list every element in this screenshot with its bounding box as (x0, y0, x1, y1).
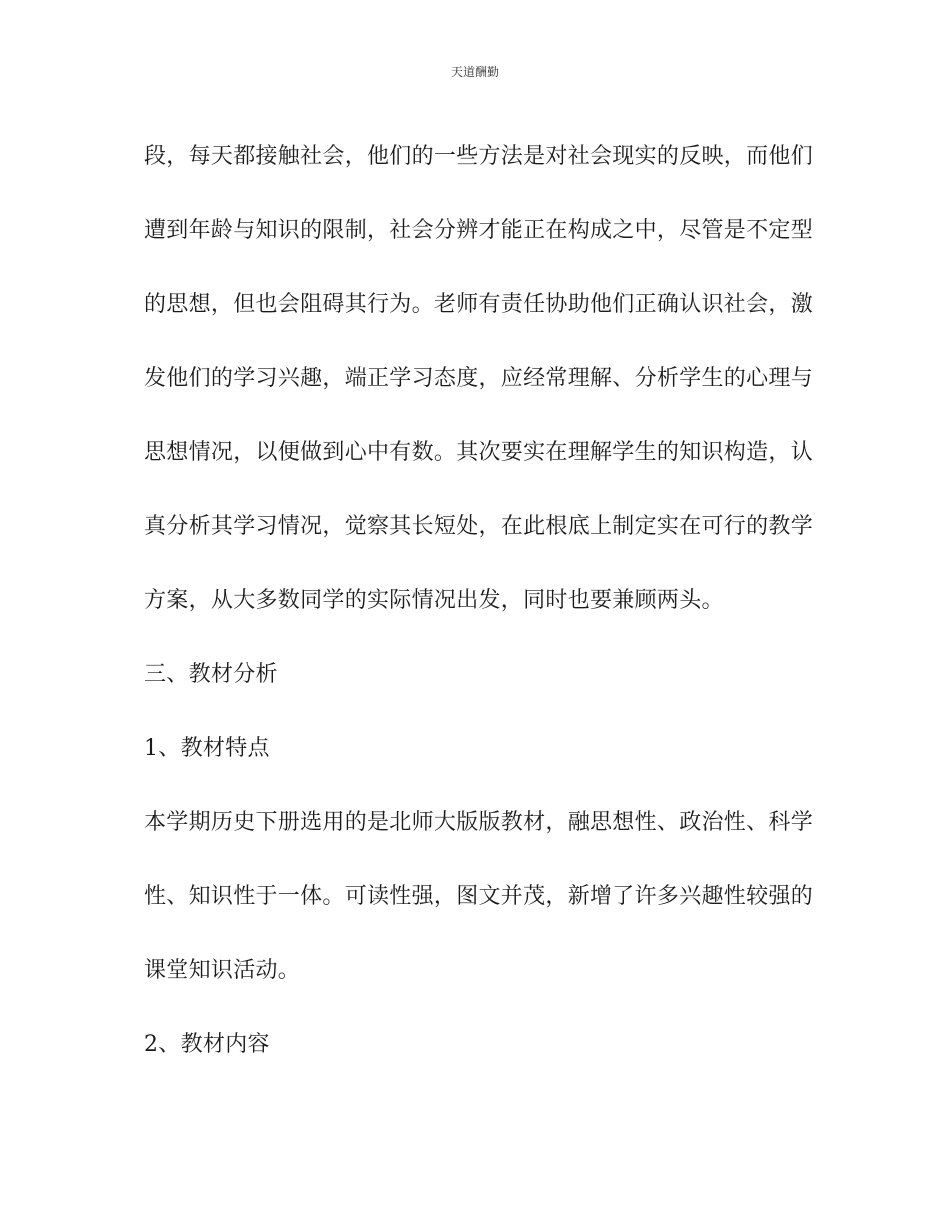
paragraph-line: 段，每天都接触社会，他们的一些方法是对社会现实的反映，而他们 (144, 144, 814, 169)
paragraph-line: 发他们的学习兴趣，端正学习态度，应经常理解、分析学生的心理与 (144, 366, 814, 391)
section-heading: 三、教材分析 (144, 662, 278, 687)
paragraph-line: 真分析其学习情况，觉察其长短处，在此根底上制定实在可行的教学 (144, 514, 814, 539)
paragraph-line: 方案，从大多数同学的实际情况出发，同时也要兼顾两头。 (144, 588, 724, 613)
paragraph-line: 的思想，但也会阻碍其行为。老师有责任协助他们正确认识社会，激 (144, 292, 814, 317)
paragraph-line: 遭到年龄与知识的限制，社会分辨才能正在构成之中，尽管是不定型 (144, 218, 814, 243)
subsection-heading: 1、教材特点 (144, 736, 270, 761)
paragraph-line: 性、知识性于一体。可读性强，图文并茂，新增了许多兴趣性较强的 (144, 884, 814, 909)
paragraph-line: 本学期历史下册选用的是北师大版版教材，融思想性、政治性、科学 (144, 810, 814, 835)
body-text (144, 137, 814, 1099)
page-header: 天道酬勤 (450, 65, 499, 79)
paragraph-line: 课堂知识活动。 (144, 958, 301, 983)
subsection-heading: 2、教材内容 (144, 1032, 270, 1057)
paragraph-line: 思想情况，以便做到心中有数。其次要实在理解学生的知识构造，认 (144, 440, 814, 465)
